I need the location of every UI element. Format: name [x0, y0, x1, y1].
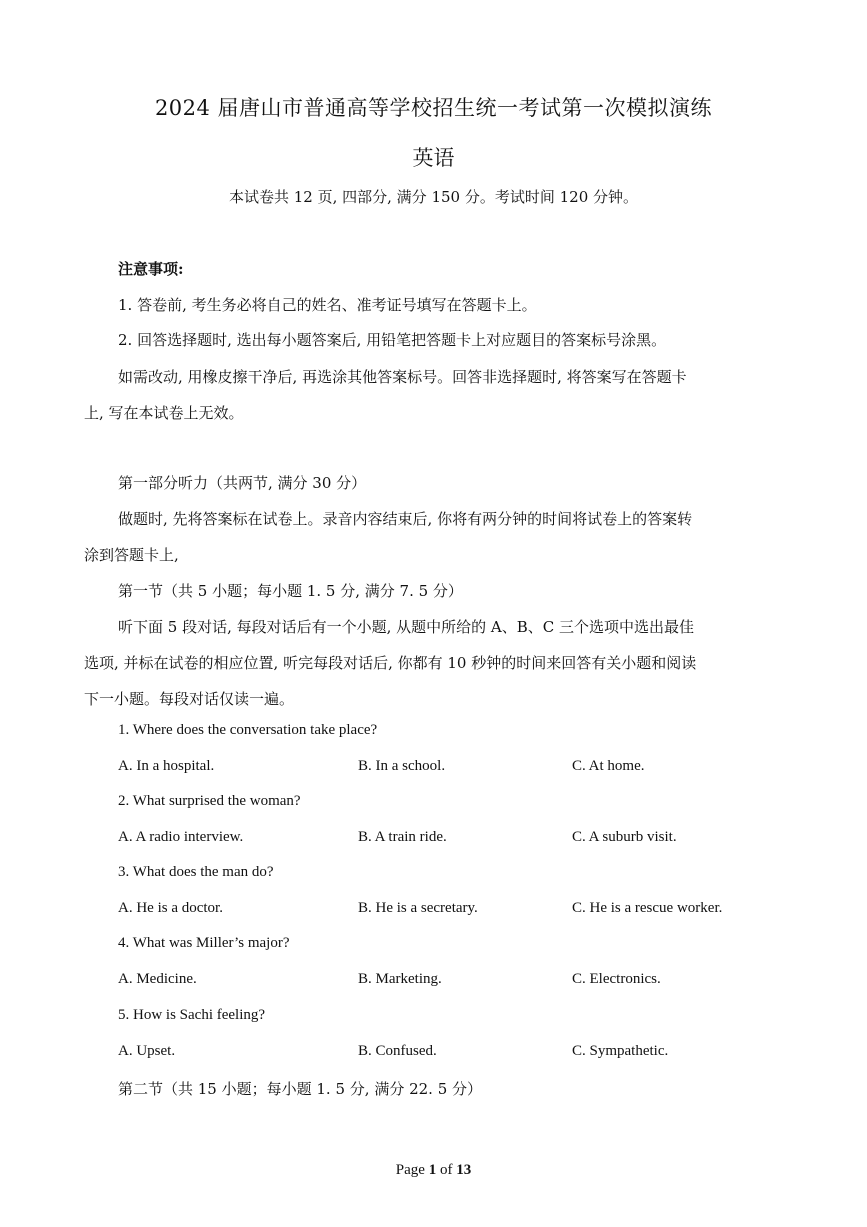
note-item-3-line-1: 如需改动, 用橡皮擦干净后, 再选涂其他答案标号。回答非选择题时, 将答案写在答题卡: [118, 368, 687, 386]
option-c: C. A suburb visit.: [572, 829, 677, 845]
section1-instruction-line-1: 听下面 5 段对话, 每段对话后有一个小题, 从题中所给的 A、B、C 三个选项中选出最佳: [118, 618, 695, 636]
part1-instruction-line-1: 做题时, 先将答案标在试卷上。录音内容结束后, 你将有两分钟的时间将试卷上的答案转: [118, 510, 693, 528]
option-a: A. Medicine.: [118, 971, 197, 987]
question-text: 4. What was Miller’s major?: [118, 935, 290, 951]
note-item-3-line-2: 上, 写在本试卷上无效。: [84, 404, 244, 422]
option-b: B. A train ride.: [358, 829, 447, 845]
note-item-1: 1. 答卷前, 考生务必将自己的姓名、准考证号填写在答题卡上。: [118, 296, 537, 314]
section2-heading: 第二节（共 15 小题；每小题 1. 5 分, 满分 22. 5 分）: [118, 1080, 483, 1098]
question-text: 5. How is Sachi feeling?: [118, 1007, 266, 1023]
option-b: B. Marketing.: [358, 971, 442, 987]
option-a: A. A radio interview.: [118, 829, 244, 845]
option-a: A. In a hospital.: [118, 758, 215, 774]
option-c: C. At home.: [572, 758, 645, 774]
page-number: 1: [428, 1162, 437, 1178]
option-a: A. He is a doctor.: [118, 900, 223, 916]
note-item-2: 2. 回答选择题时, 选出每小题答案后, 用铅笔把答题卡上对应题目的答案标号涂黑。: [118, 331, 667, 349]
option-a: A. Upset.: [118, 1043, 176, 1059]
subject-title: 英语: [412, 146, 455, 170]
option-b: B. Confused.: [358, 1043, 437, 1059]
of-word: of: [439, 1162, 453, 1178]
exam-info: 本试卷共 12 页, 四部分, 满分 150 分。考试时间 120 分钟。: [228, 188, 639, 206]
option-b: B. He is a secretary.: [358, 900, 478, 916]
page-total: 13: [456, 1162, 472, 1178]
page-title: 2024 届唐山市普通高等学校招生统一考试第一次模拟演练: [154, 96, 713, 120]
question-text: 1. Where does the conversation take place?: [118, 722, 378, 738]
part1-heading: 第一部分听力（共两节, 满分 30 分）: [118, 474, 367, 492]
section1-instruction-line-3: 下一小题。每段对话仅读一遍。: [84, 690, 295, 708]
question-text: 2. What surprised the woman?: [118, 793, 301, 809]
page-word: Page: [395, 1162, 425, 1178]
option-c: C. Electronics.: [572, 971, 661, 987]
notes-heading: 注意事项:: [118, 260, 184, 278]
section1-heading: 第一节（共 5 小题；每小题 1. 5 分, 满分 7. 5 分）: [118, 582, 463, 600]
section1-instruction-line-2: 选项, 并标在试卷的相应位置, 听完每段对话后, 你都有 10 秒钟的时间来回答有关小题和阅读: [84, 654, 697, 672]
option-c: C. He is a rescue worker.: [572, 900, 723, 916]
page-footer: [0, 1162, 867, 1179]
option-b: B. In a school.: [358, 758, 446, 774]
option-c: C. Sympathetic.: [572, 1043, 669, 1059]
part1-instruction-line-2: 涂到答题卡上,: [84, 546, 179, 564]
question-text: 3. What does the man do?: [118, 864, 274, 880]
